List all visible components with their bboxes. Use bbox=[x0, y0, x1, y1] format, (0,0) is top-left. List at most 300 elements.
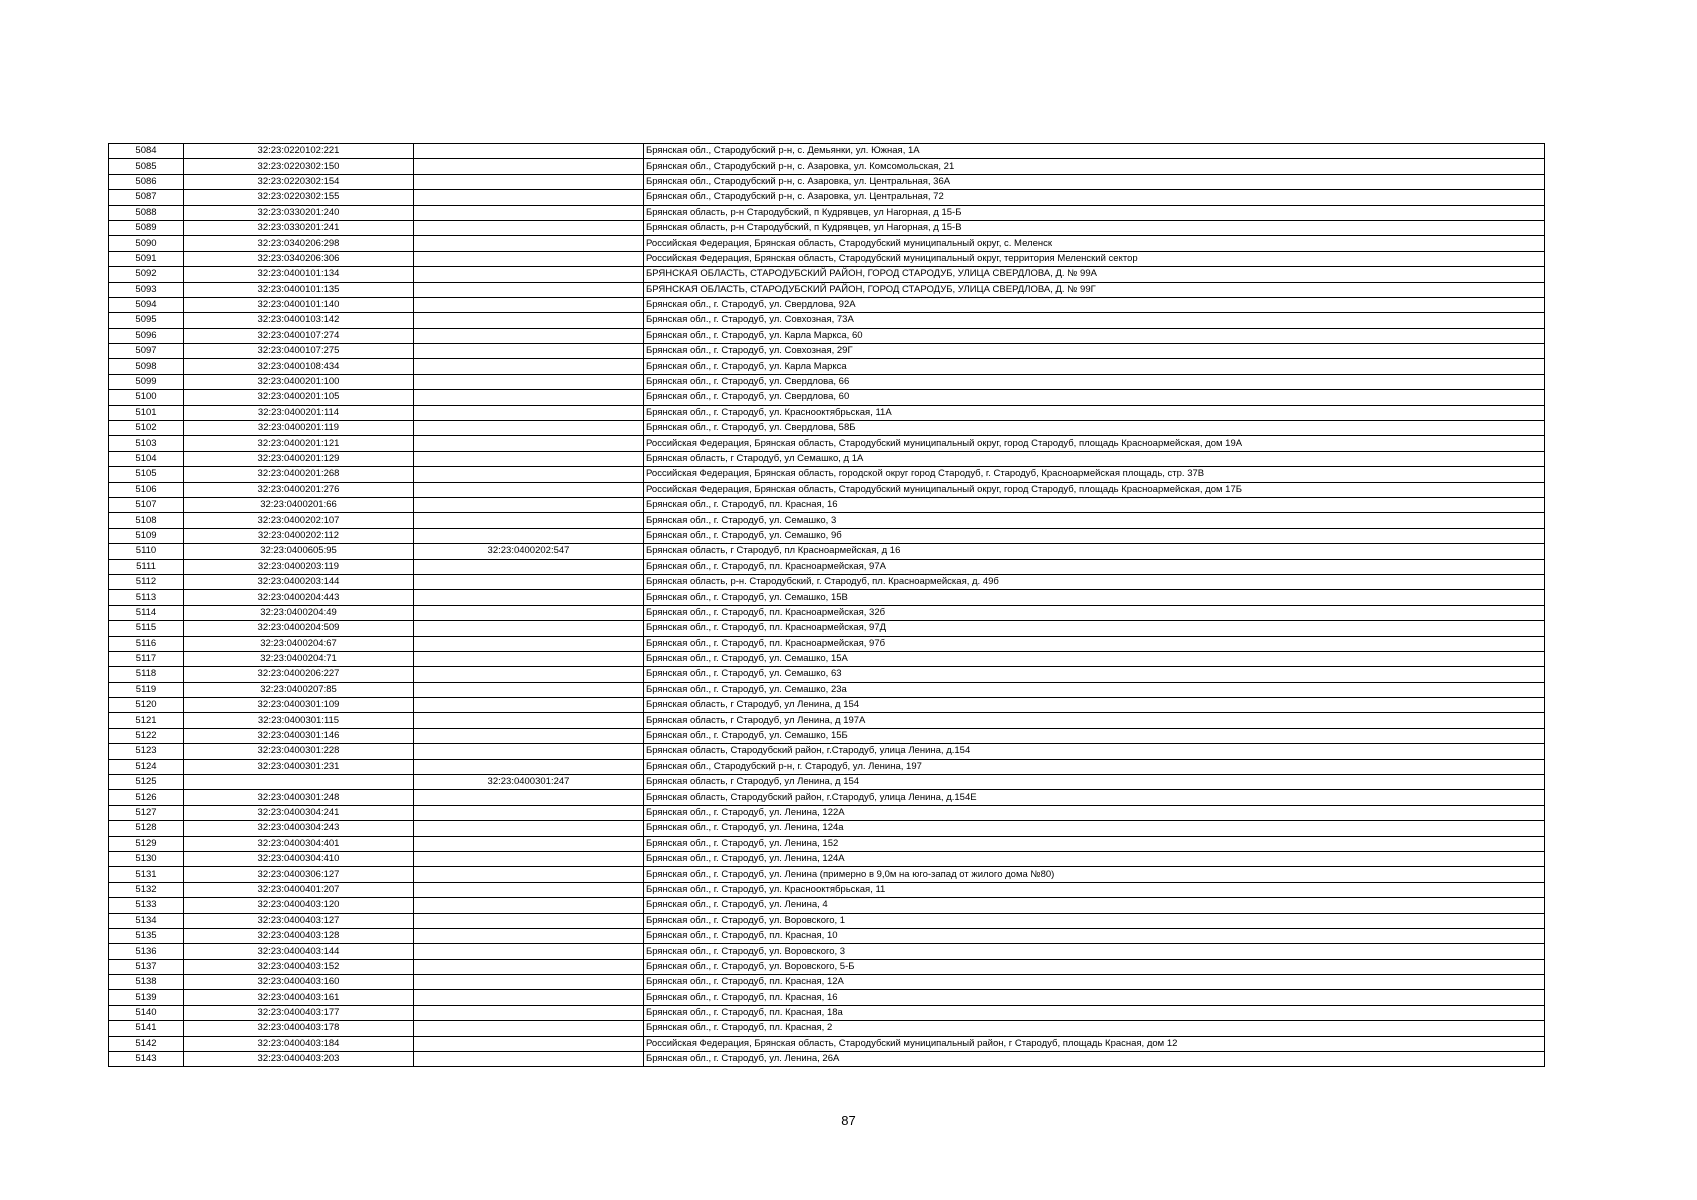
table-row bbox=[109, 775, 1545, 790]
address-cell: Брянская область, р-н Стародубский, п Кудрявцев, ул Нагорная, д 15-Б bbox=[644, 205, 1545, 220]
address-cell: Брянская обл., г. Стародуб, пл. Красноармейская, 97Д bbox=[644, 621, 1545, 636]
row-number-cell: 5140 bbox=[109, 1005, 184, 1020]
table-row bbox=[109, 144, 1545, 159]
cadastral-number-cell: 32:23:0400403:203 bbox=[184, 1052, 414, 1067]
table-row bbox=[109, 728, 1545, 743]
linked-cadastral-number-cell bbox=[414, 251, 644, 266]
linked-cadastral-number-cell bbox=[414, 374, 644, 389]
cadastral-number-cell: 32:23:0400204:67 bbox=[184, 636, 414, 651]
address-cell: Брянская область, г Стародуб, ул Семашко, д 1А bbox=[644, 451, 1545, 466]
row-number-cell: 5086 bbox=[109, 174, 184, 189]
linked-cadastral-number-cell bbox=[414, 559, 644, 574]
table-row bbox=[109, 405, 1545, 420]
linked-cadastral-number-cell bbox=[414, 236, 644, 251]
cadastral-number-cell: 32:23:0400201:121 bbox=[184, 436, 414, 451]
table-row bbox=[109, 374, 1545, 389]
table-row bbox=[109, 174, 1545, 189]
cadastral-number-cell: 32:23:0400301:146 bbox=[184, 728, 414, 743]
linked-cadastral-number-cell bbox=[414, 713, 644, 728]
address-cell: Брянская обл., г. Стародуб, ул. Семашко, 15В bbox=[644, 590, 1545, 605]
cadastral-number-cell bbox=[184, 775, 414, 790]
table-row bbox=[109, 836, 1545, 851]
row-number-cell: 5085 bbox=[109, 159, 184, 174]
linked-cadastral-number-cell bbox=[414, 975, 644, 990]
cadastral-number-cell: 32:23:0400304:410 bbox=[184, 851, 414, 866]
table-row bbox=[109, 513, 1545, 528]
linked-cadastral-number-cell bbox=[414, 1036, 644, 1051]
table-row bbox=[109, 313, 1545, 328]
cadastral-number-cell: 32:23:0400101:135 bbox=[184, 282, 414, 297]
cadastral-number-cell: 32:23:0400206:227 bbox=[184, 667, 414, 682]
linked-cadastral-number-cell bbox=[414, 1005, 644, 1020]
cadastral-number-cell: 32:23:0400201:114 bbox=[184, 405, 414, 420]
row-number-cell: 5121 bbox=[109, 713, 184, 728]
address-cell: Брянская обл., г. Стародуб, ул. Краснооктябрьская, 11 bbox=[644, 882, 1545, 897]
address-cell: Российская Федерация, Брянская область, Стародубский муниципальный округ, город Стародуб, площадь Красноармейская, дом 19А bbox=[644, 436, 1545, 451]
row-number-cell: 5110 bbox=[109, 544, 184, 559]
row-number-cell: 5095 bbox=[109, 313, 184, 328]
address-cell: Брянская обл., г. Стародуб, пл. Красная, 10 bbox=[644, 928, 1545, 943]
row-number-cell: 5103 bbox=[109, 436, 184, 451]
address-cell: Брянская область, г Стародуб, ул Ленина, д 154 bbox=[644, 698, 1545, 713]
linked-cadastral-number-cell bbox=[414, 144, 644, 159]
table-row bbox=[109, 590, 1545, 605]
address-cell: Брянская обл., г. Стародуб, пл. Красная, 2 bbox=[644, 1021, 1545, 1036]
table-row bbox=[109, 574, 1545, 589]
cadastral-number-cell: 32:23:0330201:240 bbox=[184, 205, 414, 220]
table-row bbox=[109, 975, 1545, 990]
linked-cadastral-number-cell bbox=[414, 159, 644, 174]
cadastral-number-cell: 32:23:0400204:49 bbox=[184, 605, 414, 620]
linked-cadastral-number-cell bbox=[414, 1021, 644, 1036]
cadastral-number-cell: 32:23:0400304:241 bbox=[184, 805, 414, 820]
address-cell: Брянская обл., г. Стародуб, ул. Ленина, 122А bbox=[644, 805, 1545, 820]
cadastral-number-cell: 32:23:0400403:127 bbox=[184, 913, 414, 928]
table-row bbox=[109, 605, 1545, 620]
cadastral-number-cell: 32:23:0400203:144 bbox=[184, 574, 414, 589]
cadastral-number-cell: 32:23:0400201:66 bbox=[184, 497, 414, 512]
address-cell: Брянская обл., г. Стародуб, ул. Семашко, 15Б bbox=[644, 728, 1545, 743]
table-row bbox=[109, 282, 1545, 297]
linked-cadastral-number-cell bbox=[414, 636, 644, 651]
row-number-cell: 5125 bbox=[109, 775, 184, 790]
cadastral-number-cell: 32:23:0400403:177 bbox=[184, 1005, 414, 1020]
linked-cadastral-number-cell bbox=[414, 421, 644, 436]
table-row bbox=[109, 913, 1545, 928]
table-row bbox=[109, 528, 1545, 543]
cadastral-number-cell: 32:23:0400306:127 bbox=[184, 867, 414, 882]
table-row bbox=[109, 205, 1545, 220]
table-row bbox=[109, 328, 1545, 343]
linked-cadastral-number-cell bbox=[414, 513, 644, 528]
table-row bbox=[109, 1052, 1545, 1067]
address-cell: Брянская обл., г. Стародуб, пл. Красная, 16 bbox=[644, 990, 1545, 1005]
cadastral-number-cell: 32:23:0400203:119 bbox=[184, 559, 414, 574]
cadastral-number-cell: 32:23:0400202:107 bbox=[184, 513, 414, 528]
table-row bbox=[109, 236, 1545, 251]
linked-cadastral-number-cell bbox=[414, 621, 644, 636]
row-number-cell: 5107 bbox=[109, 497, 184, 512]
table-row bbox=[109, 882, 1545, 897]
address-cell: Брянская обл., г. Стародуб, пл. Красноармейская, 32б bbox=[644, 605, 1545, 620]
cadastral-number-cell: 32:23:0400403:120 bbox=[184, 898, 414, 913]
linked-cadastral-number-cell bbox=[414, 282, 644, 297]
table-row bbox=[109, 1021, 1545, 1036]
linked-cadastral-number-cell bbox=[414, 436, 644, 451]
linked-cadastral-number-cell bbox=[414, 682, 644, 697]
row-number-cell: 5128 bbox=[109, 821, 184, 836]
address-cell: Брянская обл., г. Стародуб, ул. Краснооктябрьская, 11А bbox=[644, 405, 1545, 420]
table-row bbox=[109, 1036, 1545, 1051]
cadastral-number-cell: 32:23:0400403:152 bbox=[184, 959, 414, 974]
linked-cadastral-number-cell bbox=[414, 313, 644, 328]
row-number-cell: 5106 bbox=[109, 482, 184, 497]
table-row bbox=[109, 790, 1545, 805]
cadastral-number-cell: 32:23:0340206:298 bbox=[184, 236, 414, 251]
row-number-cell: 5112 bbox=[109, 574, 184, 589]
cadastral-number-cell: 32:23:0400403:144 bbox=[184, 944, 414, 959]
row-number-cell: 5100 bbox=[109, 390, 184, 405]
address-cell: Брянская обл., г. Стародуб, ул. Семашко, 63 bbox=[644, 667, 1545, 682]
table-row bbox=[109, 344, 1545, 359]
table-row bbox=[109, 251, 1545, 266]
row-number-cell: 5122 bbox=[109, 728, 184, 743]
table-row bbox=[109, 359, 1545, 374]
row-number-cell: 5116 bbox=[109, 636, 184, 651]
address-cell: Российская Федерация, Брянская область, Стародубский муниципальный округ, территория Меленский сектор bbox=[644, 251, 1545, 266]
address-cell: Брянская область, г Стародуб, ул Ленина, д 197А bbox=[644, 713, 1545, 728]
row-number-cell: 5134 bbox=[109, 913, 184, 928]
linked-cadastral-number-cell bbox=[414, 528, 644, 543]
row-number-cell: 5120 bbox=[109, 698, 184, 713]
cadastral-number-cell: 32:23:0400204:509 bbox=[184, 621, 414, 636]
linked-cadastral-number-cell bbox=[414, 390, 644, 405]
table-row bbox=[109, 713, 1545, 728]
cadastral-number-cell: 32:23:0400301:109 bbox=[184, 698, 414, 713]
address-cell: Брянская обл., г. Стародуб, ул. Ленина, 152 bbox=[644, 836, 1545, 851]
cadastral-number-cell: 32:23:0400201:119 bbox=[184, 421, 414, 436]
linked-cadastral-number-cell bbox=[414, 898, 644, 913]
linked-cadastral-number-cell bbox=[414, 990, 644, 1005]
row-number-cell: 5096 bbox=[109, 328, 184, 343]
row-number-cell: 5101 bbox=[109, 405, 184, 420]
row-number-cell: 5114 bbox=[109, 605, 184, 620]
table-row bbox=[109, 682, 1545, 697]
cadastral-number-cell: 32:23:0400201:100 bbox=[184, 374, 414, 389]
address-cell: Брянская обл., г. Стародуб, ул. Воровского, 1 bbox=[644, 913, 1545, 928]
table-row bbox=[109, 698, 1545, 713]
linked-cadastral-number-cell bbox=[414, 728, 644, 743]
cadastral-number-cell: 32:23:0400403:161 bbox=[184, 990, 414, 1005]
address-cell: Брянская обл., г. Стародуб, ул. Воровского, 3 bbox=[644, 944, 1545, 959]
table-body bbox=[109, 144, 1545, 1067]
row-number-cell: 5098 bbox=[109, 359, 184, 374]
cadastral-number-cell: 32:23:0400605:95 bbox=[184, 544, 414, 559]
table-row bbox=[109, 390, 1545, 405]
address-cell: БРЯНСКАЯ ОБЛАСТЬ, СТАРОДУБСКИЙ РАЙОН, ГОРОД СТАРОДУБ, УЛИЦА СВЕРДЛОВА, Д. № 99Г bbox=[644, 282, 1545, 297]
linked-cadastral-number-cell bbox=[414, 1052, 644, 1067]
table-row bbox=[109, 159, 1545, 174]
address-cell: Брянская обл., г. Стародуб, ул. Ленина, 124А bbox=[644, 851, 1545, 866]
linked-cadastral-number-cell bbox=[414, 467, 644, 482]
linked-cadastral-number-cell bbox=[414, 359, 644, 374]
row-number-cell: 5097 bbox=[109, 344, 184, 359]
row-number-cell: 5111 bbox=[109, 559, 184, 574]
table-row bbox=[109, 559, 1545, 574]
table-row bbox=[109, 621, 1545, 636]
linked-cadastral-number-cell: 32:23:0400202:547 bbox=[414, 544, 644, 559]
row-number-cell: 5127 bbox=[109, 805, 184, 820]
row-number-cell: 5088 bbox=[109, 205, 184, 220]
row-number-cell: 5102 bbox=[109, 421, 184, 436]
cadastral-number-cell: 32:23:0400207:85 bbox=[184, 682, 414, 697]
row-number-cell: 5092 bbox=[109, 267, 184, 282]
table-row bbox=[109, 421, 1545, 436]
table-row bbox=[109, 651, 1545, 666]
row-number-cell: 5133 bbox=[109, 898, 184, 913]
address-cell: Брянская область, р-н Стародубский, п Кудрявцев, ул Нагорная, д 15-В bbox=[644, 220, 1545, 235]
row-number-cell: 5138 bbox=[109, 975, 184, 990]
address-cell: Российская Федерация, Брянская область, Стародубский муниципальный округ, город Стародуб, площадь Красноармейская, дом 17Б bbox=[644, 482, 1545, 497]
linked-cadastral-number-cell bbox=[414, 574, 644, 589]
page-number: 87 bbox=[841, 1113, 856, 1128]
address-cell: Брянская обл., г. Стародуб, ул. Совхозная, 73А bbox=[644, 313, 1545, 328]
address-cell: Брянская обл., Стародубский р-н, с. Азаровка, ул. Центральная, 36А bbox=[644, 174, 1545, 189]
address-cell: Брянская обл., г. Стародуб, ул. Свердлова, 92А bbox=[644, 297, 1545, 312]
cadastral-number-cell: 32:23:0400108:434 bbox=[184, 359, 414, 374]
address-cell: Брянская обл., г. Стародуб, пл. Красноармейская, 97А bbox=[644, 559, 1545, 574]
linked-cadastral-number-cell bbox=[414, 590, 644, 605]
row-number-cell: 5105 bbox=[109, 467, 184, 482]
row-number-cell: 5135 bbox=[109, 928, 184, 943]
linked-cadastral-number-cell bbox=[414, 928, 644, 943]
address-cell: Российская Федерация, Брянская область, Стародубский муниципальный район, г Стародуб, площадь Красная, дом 12 bbox=[644, 1036, 1545, 1051]
address-cell: Брянская обл., г. Стародуб, ул. Свердлова, 66 bbox=[644, 374, 1545, 389]
cadastral-number-cell: 32:23:0400301:248 bbox=[184, 790, 414, 805]
address-cell: Брянская обл., г. Стародуб, пл. Красноармейская, 97б bbox=[644, 636, 1545, 651]
address-cell: БРЯНСКАЯ ОБЛАСТЬ, СТАРОДУБСКИЙ РАЙОН, ГОРОД СТАРОДУБ, УЛИЦА СВЕРДЛОВА, Д. № 99А bbox=[644, 267, 1545, 282]
linked-cadastral-number-cell bbox=[414, 913, 644, 928]
cadastral-number-cell: 32:23:0400401:207 bbox=[184, 882, 414, 897]
linked-cadastral-number-cell bbox=[414, 959, 644, 974]
table-row bbox=[109, 267, 1545, 282]
linked-cadastral-number-cell bbox=[414, 790, 644, 805]
cadastral-number-cell: 32:23:0400103:142 bbox=[184, 313, 414, 328]
linked-cadastral-number-cell bbox=[414, 944, 644, 959]
address-cell: Брянская обл., г. Стародуб, пл. Красная, 12А bbox=[644, 975, 1545, 990]
row-number-cell: 5119 bbox=[109, 682, 184, 697]
linked-cadastral-number-cell bbox=[414, 836, 644, 851]
cadastral-number-cell: 32:23:0220302:150 bbox=[184, 159, 414, 174]
row-number-cell: 5129 bbox=[109, 836, 184, 851]
row-number-cell: 5139 bbox=[109, 990, 184, 1005]
row-number-cell: 5141 bbox=[109, 1021, 184, 1036]
address-cell: Брянская обл., г. Стародуб, ул. Семашко, 9б bbox=[644, 528, 1545, 543]
linked-cadastral-number-cell bbox=[414, 174, 644, 189]
address-cell: Брянская обл., г. Стародуб, ул. Свердлова, 60 bbox=[644, 390, 1545, 405]
row-number-cell: 5131 bbox=[109, 867, 184, 882]
linked-cadastral-number-cell bbox=[414, 297, 644, 312]
linked-cadastral-number-cell bbox=[414, 405, 644, 420]
linked-cadastral-number-cell bbox=[414, 497, 644, 512]
table-row bbox=[109, 190, 1545, 205]
address-cell: Брянская обл., г. Стародуб, ул. Ленина (примерно в 9,0м на юго-запад от жилого дома №80) bbox=[644, 867, 1545, 882]
linked-cadastral-number-cell bbox=[414, 651, 644, 666]
address-cell: Брянская обл., Стародубский р-н, г. Стародуб, ул. Ленина, 197 bbox=[644, 759, 1545, 774]
row-number-cell: 5130 bbox=[109, 851, 184, 866]
table-row bbox=[109, 297, 1545, 312]
address-cell: Брянская обл., Стародубский р-н, с. Демьянки, ул. Южная, 1А bbox=[644, 144, 1545, 159]
linked-cadastral-number-cell bbox=[414, 882, 644, 897]
table-row bbox=[109, 851, 1545, 866]
table-row bbox=[109, 220, 1545, 235]
row-number-cell: 5115 bbox=[109, 621, 184, 636]
linked-cadastral-number-cell bbox=[414, 851, 644, 866]
cadastral-number-cell: 32:23:0220102:221 bbox=[184, 144, 414, 159]
cadastral-number-cell: 32:23:0400301:231 bbox=[184, 759, 414, 774]
row-number-cell: 5143 bbox=[109, 1052, 184, 1067]
row-number-cell: 5104 bbox=[109, 451, 184, 466]
address-cell: Брянская область, Стародубский район, г.Стародуб, улица Ленина, д.154Е bbox=[644, 790, 1545, 805]
cadastral-number-cell: 32:23:0400202:112 bbox=[184, 528, 414, 543]
row-number-cell: 5093 bbox=[109, 282, 184, 297]
cadastral-number-cell: 32:23:0220302:154 bbox=[184, 174, 414, 189]
linked-cadastral-number-cell bbox=[414, 482, 644, 497]
linked-cadastral-number-cell bbox=[414, 667, 644, 682]
cadastral-number-cell: 32:23:0400301:228 bbox=[184, 744, 414, 759]
row-number-cell: 5099 bbox=[109, 374, 184, 389]
address-cell: Брянская область, г Стародуб, ул Ленина, д 154 bbox=[644, 775, 1545, 790]
row-number-cell: 5108 bbox=[109, 513, 184, 528]
linked-cadastral-number-cell bbox=[414, 698, 644, 713]
address-cell: Брянская область, Стародубский район, г.Стародуб, улица Ленина, д.154 bbox=[644, 744, 1545, 759]
table-row bbox=[109, 821, 1545, 836]
table-row bbox=[109, 497, 1545, 512]
linked-cadastral-number-cell bbox=[414, 267, 644, 282]
cadastral-number-cell: 32:23:0220302:155 bbox=[184, 190, 414, 205]
address-cell: Брянская обл., г. Стародуб, ул. Ленина, 4 bbox=[644, 898, 1545, 913]
table-row bbox=[109, 451, 1545, 466]
address-cell: Брянская обл., Стародубский р-н, с. Азаровка, ул. Центральная, 72 bbox=[644, 190, 1545, 205]
cadastral-number-cell: 32:23:0400201:129 bbox=[184, 451, 414, 466]
address-cell: Брянская обл., г. Стародуб, ул. Ленина, 26А bbox=[644, 1052, 1545, 1067]
cadastral-number-cell: 32:23:0400107:275 bbox=[184, 344, 414, 359]
row-number-cell: 5109 bbox=[109, 528, 184, 543]
cadastral-number-cell: 32:23:0400301:115 bbox=[184, 713, 414, 728]
row-number-cell: 5118 bbox=[109, 667, 184, 682]
table-row bbox=[109, 805, 1545, 820]
row-number-cell: 5084 bbox=[109, 144, 184, 159]
linked-cadastral-number-cell bbox=[414, 605, 644, 620]
row-number-cell: 5089 bbox=[109, 220, 184, 235]
property-register-table bbox=[108, 143, 1545, 1067]
cadastral-number-cell: 32:23:0400403:184 bbox=[184, 1036, 414, 1051]
linked-cadastral-number-cell bbox=[414, 867, 644, 882]
linked-cadastral-number-cell bbox=[414, 205, 644, 220]
address-cell: Брянская обл., г. Стародуб, ул. Семашко, 15А bbox=[644, 651, 1545, 666]
linked-cadastral-number-cell bbox=[414, 451, 644, 466]
address-cell: Брянская область, р-н. Стародубский, г. Стародуб, пл. Красноармейская, д. 49б bbox=[644, 574, 1545, 589]
address-cell: Брянская обл., г. Стародуб, ул. Семашко, 23а bbox=[644, 682, 1545, 697]
table-row bbox=[109, 759, 1545, 774]
table-row bbox=[109, 898, 1545, 913]
address-cell: Брянская обл., г. Стародуб, пл. Красная, 18а bbox=[644, 1005, 1545, 1020]
address-cell: Брянская обл., г. Стародуб, ул. Карла Маркса, 60 bbox=[644, 328, 1545, 343]
linked-cadastral-number-cell bbox=[414, 805, 644, 820]
table-row bbox=[109, 1005, 1545, 1020]
cadastral-number-cell: 32:23:0400201:268 bbox=[184, 467, 414, 482]
row-number-cell: 5124 bbox=[109, 759, 184, 774]
linked-cadastral-number-cell bbox=[414, 744, 644, 759]
linked-cadastral-number-cell bbox=[414, 190, 644, 205]
address-cell: Брянская обл., г. Стародуб, ул. Совхозная, 29Г bbox=[644, 344, 1545, 359]
cadastral-number-cell: 32:23:0330201:241 bbox=[184, 220, 414, 235]
row-number-cell: 5087 bbox=[109, 190, 184, 205]
table-row bbox=[109, 744, 1545, 759]
cadastral-number-cell: 32:23:0400403:178 bbox=[184, 1021, 414, 1036]
cadastral-number-cell: 32:23:0400304:243 bbox=[184, 821, 414, 836]
linked-cadastral-number-cell bbox=[414, 344, 644, 359]
cadastral-number-cell: 32:23:0400304:401 bbox=[184, 836, 414, 851]
cadastral-number-cell: 32:23:0400201:105 bbox=[184, 390, 414, 405]
cadastral-number-cell: 32:23:0400101:134 bbox=[184, 267, 414, 282]
table-row bbox=[109, 636, 1545, 651]
address-cell: Брянская обл., г. Стародуб, ул. Семашко, 3 bbox=[644, 513, 1545, 528]
table-row bbox=[109, 867, 1545, 882]
cadastral-number-cell: 32:23:0400101:140 bbox=[184, 297, 414, 312]
row-number-cell: 5094 bbox=[109, 297, 184, 312]
cadastral-number-cell: 32:23:0400107:274 bbox=[184, 328, 414, 343]
row-number-cell: 5136 bbox=[109, 944, 184, 959]
address-cell: Брянская обл., г. Стародуб, ул. Свердлова, 58Б bbox=[644, 421, 1545, 436]
row-number-cell: 5113 bbox=[109, 590, 184, 605]
linked-cadastral-number-cell bbox=[414, 328, 644, 343]
row-number-cell: 5137 bbox=[109, 959, 184, 974]
address-cell: Российская Федерация, Брянская область, городской округ город Стародуб, г. Стародуб, Красноармейская площадь, стр. 37В bbox=[644, 467, 1545, 482]
table-row bbox=[109, 944, 1545, 959]
cadastral-number-cell: 32:23:0400403:128 bbox=[184, 928, 414, 943]
table-row bbox=[109, 990, 1545, 1005]
address-cell: Брянская обл., г. Стародуб, ул. Карла Маркса bbox=[644, 359, 1545, 374]
row-number-cell: 5117 bbox=[109, 651, 184, 666]
cadastral-number-cell: 32:23:0400403:160 bbox=[184, 975, 414, 990]
table-row bbox=[109, 482, 1545, 497]
cadastral-number-cell: 32:23:0340206:306 bbox=[184, 251, 414, 266]
linked-cadastral-number-cell bbox=[414, 759, 644, 774]
linked-cadastral-number-cell: 32:23:0400301:247 bbox=[414, 775, 644, 790]
address-cell: Брянская обл., Стародубский р-н, с. Азаровка, ул. Комсомольская, 21 bbox=[644, 159, 1545, 174]
row-number-cell: 5090 bbox=[109, 236, 184, 251]
row-number-cell: 5091 bbox=[109, 251, 184, 266]
cadastral-number-cell: 32:23:0400204:443 bbox=[184, 590, 414, 605]
linked-cadastral-number-cell bbox=[414, 821, 644, 836]
cadastral-number-cell: 32:23:0400201:276 bbox=[184, 482, 414, 497]
row-number-cell: 5142 bbox=[109, 1036, 184, 1051]
linked-cadastral-number-cell bbox=[414, 220, 644, 235]
cadastral-number-cell: 32:23:0400204:71 bbox=[184, 651, 414, 666]
table-row bbox=[109, 667, 1545, 682]
row-number-cell: 5132 bbox=[109, 882, 184, 897]
address-cell: Российская Федерация, Брянская область, Стародубский муниципальный округ, с. Меленск bbox=[644, 236, 1545, 251]
address-cell: Брянская область, г Стародуб, пл Красноармейская, д 16 bbox=[644, 544, 1545, 559]
row-number-cell: 5123 bbox=[109, 744, 184, 759]
row-number-cell: 5126 bbox=[109, 790, 184, 805]
table-row bbox=[109, 467, 1545, 482]
table-row bbox=[109, 436, 1545, 451]
address-cell: Брянская обл., г. Стародуб, пл. Красная, 16 bbox=[644, 497, 1545, 512]
address-cell: Брянская обл., г. Стародуб, ул. Воровского, 5-Б bbox=[644, 959, 1545, 974]
table-row bbox=[109, 928, 1545, 943]
